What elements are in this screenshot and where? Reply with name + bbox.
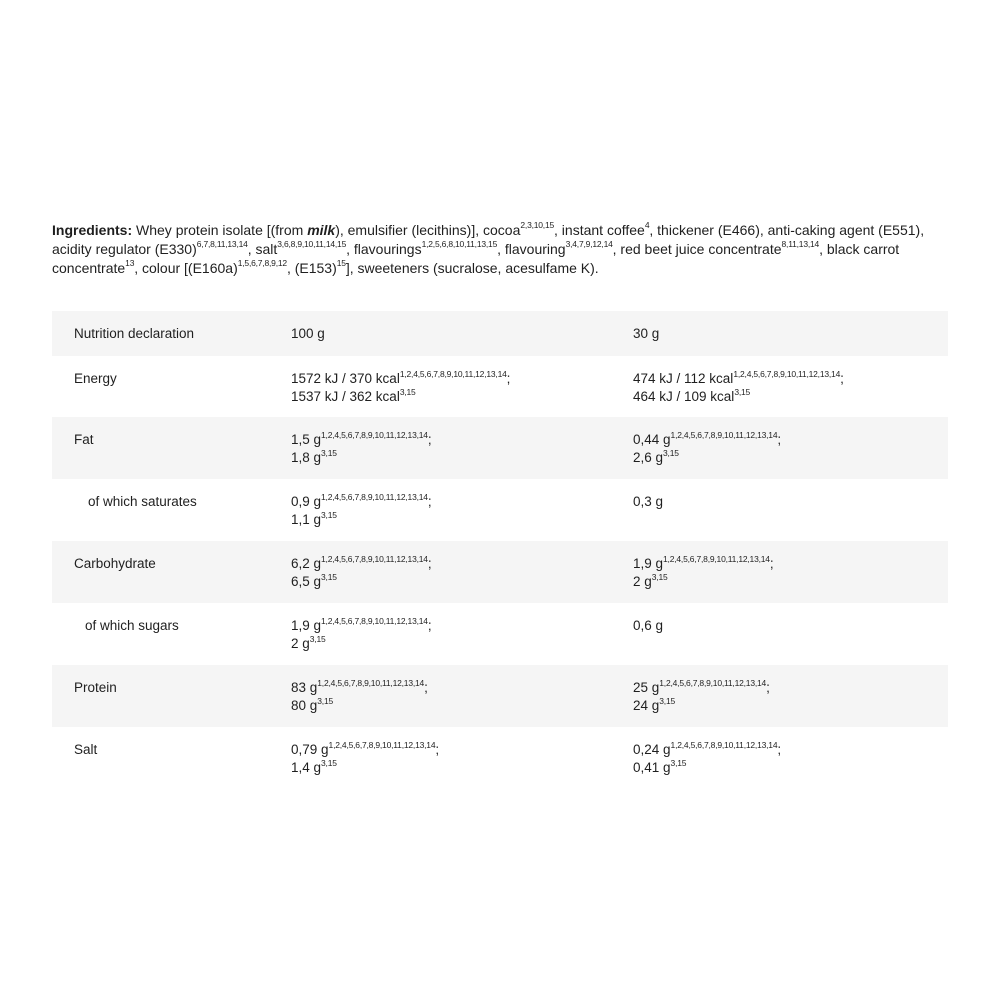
row-label: Protein bbox=[74, 680, 117, 695]
ingredients-part: , thickener (E466), anti-caking agent (E551), acidity regulator (E330) bbox=[52, 222, 925, 257]
table-row-sugars bbox=[52, 603, 948, 665]
value-per-100g: 1,9 $g^{1,2,4,5,6,7,8,9,10,11,12,13,14}$; 2 $g^{3,15}$ bbox=[291, 615, 432, 651]
value-per-100g: 1572 kJ / 370 kcal$^{1,2,4,5,6,7,8,9,10,11,12,13,14}$; 1537 kJ / 362 kcal$^{3,15}$ bbox=[291, 368, 511, 404]
ingredients-part: , flavouring bbox=[497, 241, 566, 257]
ingredients-part: , colour [(E160a) bbox=[134, 260, 238, 276]
table-row-carbohydrate bbox=[52, 541, 948, 603]
footnote-ref: 13 bbox=[125, 258, 135, 269]
value-per-100g: 0,9 $g^{1,2,4,5,6,7,8,9,10,11,12,13,14}$; 1,1 $g^{3,15}$ bbox=[291, 491, 432, 527]
footnote-ref: 1,2,5,6,8,10,11,13,15 bbox=[421, 239, 498, 250]
value-per-100g: 6,2 $g^{1,2,4,5,6,7,8,9,10,11,12,13,14}$; 6,5 $g^{3,15}$ bbox=[291, 553, 432, 589]
ingredients-part: , instant coffee bbox=[554, 222, 645, 238]
footnote-ref: 8,11,13,14 bbox=[781, 239, 820, 250]
ingredients-part: , black carrot concentrate bbox=[52, 241, 900, 276]
value-per-100g: 1,5 $g^{1,2,4,5,6,7,8,9,10,11,12,13,14}$; 1,8 $g^{3,15}$ bbox=[291, 429, 432, 465]
footnote-ref: 3,4,7,9,12,14 bbox=[565, 239, 613, 250]
value-per-30g: 0,6 g bbox=[633, 618, 664, 633]
allergen-milk: milk bbox=[307, 222, 336, 238]
table-row-saturates bbox=[52, 479, 948, 541]
value-per-100g: 0,79 $g^{1,2,4,5,6,7,8,9,10,11,12,13,14}$; 1,4 $g^{3,15}$ bbox=[291, 739, 440, 775]
row-label: Energy bbox=[74, 371, 117, 386]
row-label: Carbohydrate bbox=[74, 556, 156, 571]
table-row-energy bbox=[52, 356, 948, 417]
ingredients-text bbox=[52, 221, 952, 278]
ingredients-label: Ingredients: bbox=[52, 222, 133, 238]
row-label: Salt bbox=[74, 742, 98, 757]
ingredients-part: , (E153) bbox=[286, 260, 337, 276]
footnote-ref: 6,7,8,11,13,14 bbox=[196, 239, 248, 250]
value-per-30g: 1,9 $g^{1,2,4,5,6,7,8,9,10,11,12,13,14}$; 2 $g^{3,15}$ bbox=[633, 553, 774, 589]
row-label: of which saturates bbox=[88, 494, 197, 509]
header-per-100g: 100 g bbox=[291, 326, 325, 341]
ingredients-part: , flavourings bbox=[346, 241, 422, 257]
footnote-ref: 2,3,10,15 bbox=[520, 220, 555, 231]
ingredients-part: Whey protein isolate [(from bbox=[132, 222, 308, 238]
value-per-30g: 25 $g^{1,2,4,5,6,7,8,9,10,11,12,13,14}$; 24 $g^{3,15}$ bbox=[633, 677, 770, 713]
table-row-salt bbox=[52, 727, 948, 789]
table-row-fat bbox=[52, 417, 948, 479]
ingredients-part: ), emulsifier (lecithins)], cocoa bbox=[335, 222, 521, 238]
footnote-ref: 3,6,8,9,10,11,14,15 bbox=[277, 239, 347, 250]
row-label: of which sugars bbox=[85, 618, 179, 633]
footnote-ref: 15 bbox=[336, 258, 346, 269]
table-header-row bbox=[52, 311, 948, 356]
header-per-30g: 30 g bbox=[633, 326, 660, 341]
ingredients-part: , red beet juice concentrate bbox=[612, 241, 782, 257]
footnote-ref: 1,5,6,7,8,9,12 bbox=[237, 258, 287, 269]
ingredients-part: ], sweeteners (sucralose, acesulfame K). bbox=[345, 260, 599, 276]
value-per-30g: 0,44 $g^{1,2,4,5,6,7,8,9,10,11,12,13,14}$; 2,6 $g^{3,15}$ bbox=[633, 429, 782, 465]
value-per-100g: 83 $g^{1,2,4,5,6,7,8,9,10,11,12,13,14}$; 80 $g^{3,15}$ bbox=[291, 677, 428, 713]
value-per-30g: 0,24 $g^{1,2,4,5,6,7,8,9,10,11,12,13,14}$; 0,41 $g^{3,15}$ bbox=[633, 739, 782, 775]
row-label: Fat bbox=[74, 432, 94, 447]
ingredients-part: , salt bbox=[247, 241, 278, 257]
table-row-protein bbox=[52, 665, 948, 727]
value-per-30g: 474 kJ / 112 kcal$^{1,2,4,5,6,7,8,9,10,11,12,13,14}$; 464 kJ / 109 kcal$^{3,15}$ bbox=[633, 368, 844, 404]
nutrition-table bbox=[52, 311, 948, 789]
header-nutrition-declaration: Nutrition declaration bbox=[74, 326, 195, 341]
footnote-ref: 4 bbox=[644, 220, 650, 231]
value-per-30g: 0,3 g bbox=[633, 494, 664, 509]
